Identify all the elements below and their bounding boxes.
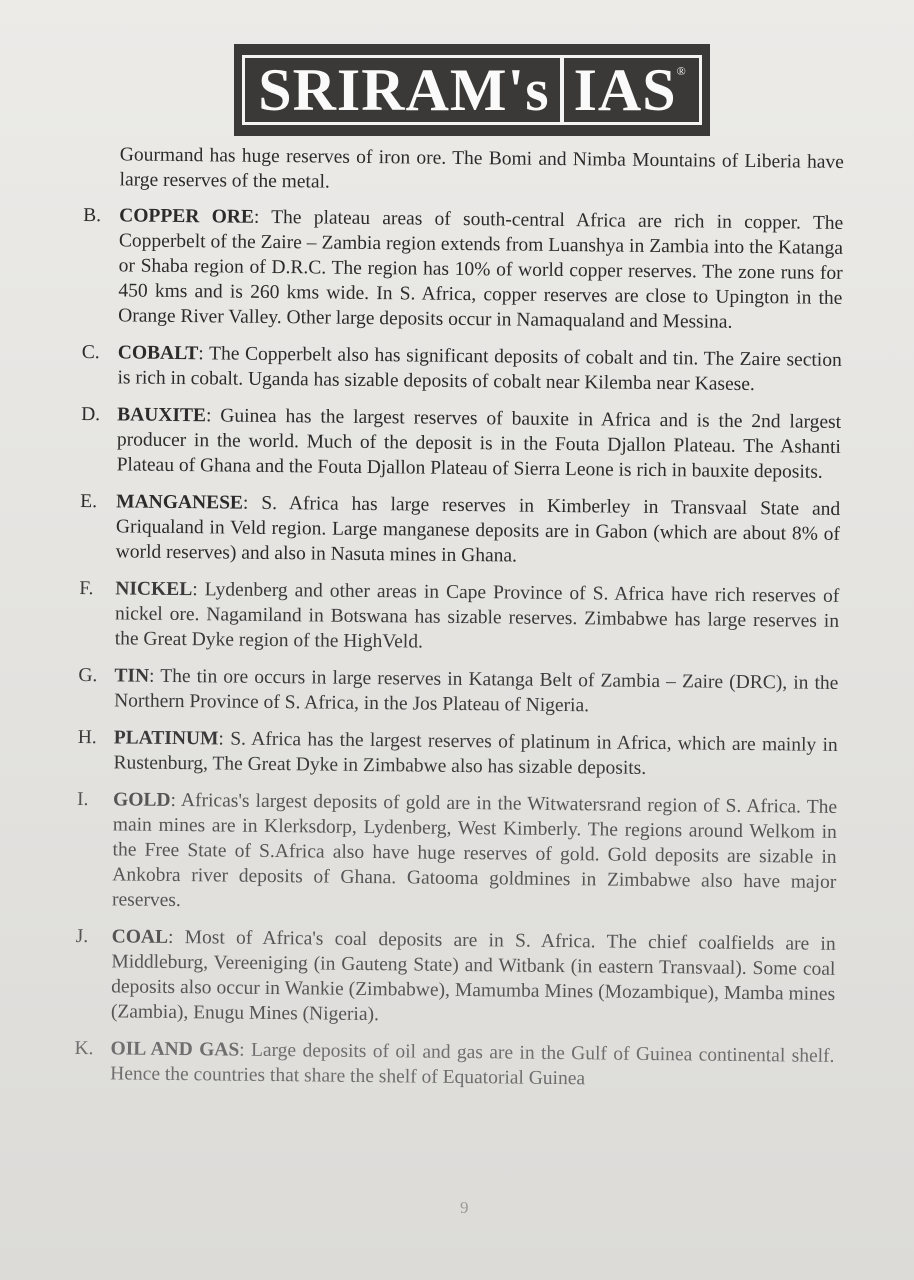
entry-letter: I. <box>77 788 89 811</box>
entry-letter: J. <box>75 925 89 948</box>
entry-heading: COAL <box>111 926 169 948</box>
entry-heading: GOLD <box>113 789 171 811</box>
entry-text: : Africas's largest deposits of gold are in the Witwatersrand region of S. Africa. The main mines are in Klerksdorp, Lydenberg, West Kimberly. The regions around Welkom in the Free State of S.Africa also have huge reserves of gold. Gold deposits are sizable in Ankobra river deposits of Ghana. Gatooma goldmines in Zimbabwe also have major reserves. <box>111 789 838 912</box>
entry-letter: F. <box>79 577 94 600</box>
logo-text-left: SRIRAM's <box>258 57 550 123</box>
entry-letter: H. <box>77 726 97 749</box>
logo-divider <box>560 55 564 125</box>
entry-text: : Most of Africa's coal deposits are in S. Africa. The chief coalfields are in Middleburg, Vereeniging (in Gauteng State) and Witbank (in eastern Transvaal). Some coal deposits also occur in Wankie (Zimbabwe), Mamumba Mines (Mozambique), Mamba mines (Zambia), Enugu Mines (Nigeria). <box>110 926 836 1026</box>
entry-coal <box>75 924 836 1032</box>
entry-bauxite <box>80 402 841 485</box>
logo-frame <box>242 55 702 125</box>
intro-paragraph: Gourmand has huge reserves of iron ore. The Bomi and Nimba Mountains of Liberia have large reserves of the metal. <box>119 144 844 193</box>
entry-text: : The Copperbelt also has significant deposits of cobalt and tin. The Zaire section is rich in cobalt. Uganda has sizable deposits of cobalt near Kilemba near Kasese. <box>117 343 842 396</box>
entry-heading: MANGANESE <box>116 491 244 514</box>
brand-logo <box>234 44 710 136</box>
entry-cobalt <box>81 340 841 398</box>
entry-text: : The plateau areas of south-central Africa are rich in copper. The Copperbelt of the Zaire – Zambia region extends from Luanshya in Zambia into the Katanga or Shaba region of D.R.C. The region has 10% of world copper reserves. The zone runs for 450 kms and is 260 kms wide. In S. Africa, copper reserves are close to Upington in the Orange River Valley. Other large deposits occur in Namaqualand and Messina. <box>118 206 844 333</box>
entry-copper-ore <box>82 203 843 336</box>
entry-letter: D. <box>81 403 101 426</box>
entry-text: : Large deposits of oil and gas are in the Gulf of Guinea continental shelf. Hence the countries that share the shelf of Equatorial Guinea <box>110 1039 835 1090</box>
document-body <box>74 142 844 1106</box>
entry-heading: NICKEL <box>115 578 193 601</box>
entry-letter: B. <box>83 204 102 227</box>
entry-text: : S. Africa has the largest reserves of platinum in Africa, which are mainly in Rustenburg, The Great Dyke in Zimbabwe also has sizable deposits. <box>113 728 838 779</box>
entry-platinum <box>77 725 837 783</box>
entry-text: : Guinea has the largest reserves of bauxite in Africa and is the 2nd largest producer in the world. Much of the deposit is in the Fouta Djallon Plateau. The Ashanti Plateau of Ghana and the Fouta Djallon Plateau of Sierra Leone is rich in bauxite deposits. <box>116 405 842 483</box>
entry-letter: G. <box>78 664 98 687</box>
entry-heading: BAUXITE <box>117 404 207 427</box>
entry-heading: COPPER ORE <box>119 205 255 228</box>
entry-oil-and-gas <box>74 1036 834 1094</box>
entry-heading: TIN <box>114 665 150 687</box>
registered-mark: ® <box>676 64 686 78</box>
entry-nickel <box>79 576 840 659</box>
entry-gold <box>76 787 837 920</box>
entry-manganese <box>80 489 841 572</box>
entry-heading: PLATINUM <box>113 727 219 750</box>
logo-text-right: IAS <box>573 57 677 123</box>
entry-text: : Lydenberg and other areas in Cape Province of S. Africa have rich reserves of nickel ore. Nagamiland in Botswana has sizable reserves. Zimbabwe has large reserves in the Great Dyke region of the HighVeld. <box>114 579 840 653</box>
entry-letter: C. <box>81 341 100 364</box>
entry-letter: E. <box>80 490 98 513</box>
entry-letter: K. <box>74 1037 94 1060</box>
entry-heading: COBALT <box>117 342 199 365</box>
entry-tin <box>78 663 838 721</box>
page-number: 9 <box>460 1198 469 1217</box>
entry-text: : The tin ore occurs in large reserves in Katanga Belt of Zambia – Zaire (DRC), in the Northern Province of S. Africa, in the Jos Plateau of Nigeria. <box>114 665 839 717</box>
entry-heading: OIL AND GAS <box>110 1038 240 1061</box>
entry-text: : S. Africa has large reserves in Kimberley in Transvaal State and Griqualand in Veld region. Large manganese deposits are in Gabon (which are about 8% of world reserves) and also in Nasuta mines in Ghana. <box>115 492 841 567</box>
